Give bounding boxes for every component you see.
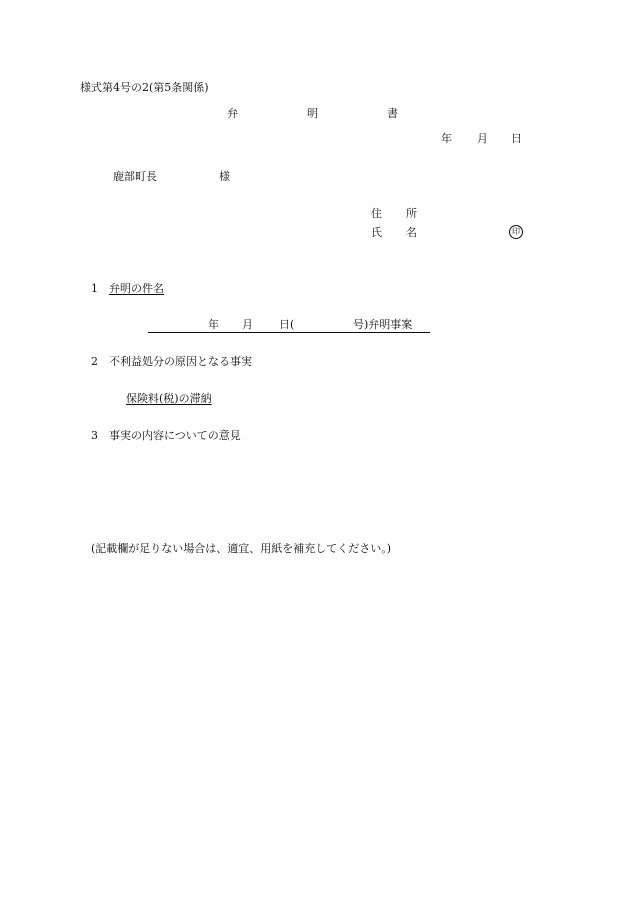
seal-mark (509, 225, 523, 239)
case-year: 年 (208, 318, 219, 331)
name-label-char-2: 名 (406, 226, 417, 239)
case-month: 月 (242, 318, 253, 331)
name-label-char-1: 氏 (371, 226, 382, 239)
case-day: 日( (279, 318, 295, 331)
addressee-name: 鹿部町長 (113, 170, 157, 183)
section-1-heading: 弁明の件名 (109, 282, 164, 295)
section-3-heading: 事実の内容についての意見 (109, 429, 241, 442)
section-1-number: 1 (91, 282, 98, 295)
case-underline (148, 332, 430, 333)
title-char-1: 弁 (227, 107, 238, 120)
section-2-heading: 不利益処分の原因となる事実 (109, 355, 252, 368)
case-suffix: 号)弁明事案 (353, 318, 413, 331)
section-3-number: 3 (91, 429, 98, 442)
date-year: 年 (441, 132, 452, 145)
footnote: (記載欄が足りない場合は、適宜、用紙を補充してください。) (91, 542, 392, 555)
section-2-number: 2 (91, 355, 98, 368)
address-label-char-1: 住 (371, 207, 382, 220)
section-2-content: 保険料(税)の滞納 (126, 392, 212, 405)
date-month: 月 (477, 132, 488, 145)
title-char-2: 明 (307, 107, 318, 120)
form-number: 様式第4号の2(第5条関係) (80, 81, 209, 94)
address-label-char-2: 所 (406, 207, 417, 220)
title-char-3: 書 (387, 107, 398, 120)
seal-icon: 印 (509, 225, 523, 239)
date-day: 日 (511, 132, 522, 145)
addressee-honorific: 様 (219, 170, 230, 183)
